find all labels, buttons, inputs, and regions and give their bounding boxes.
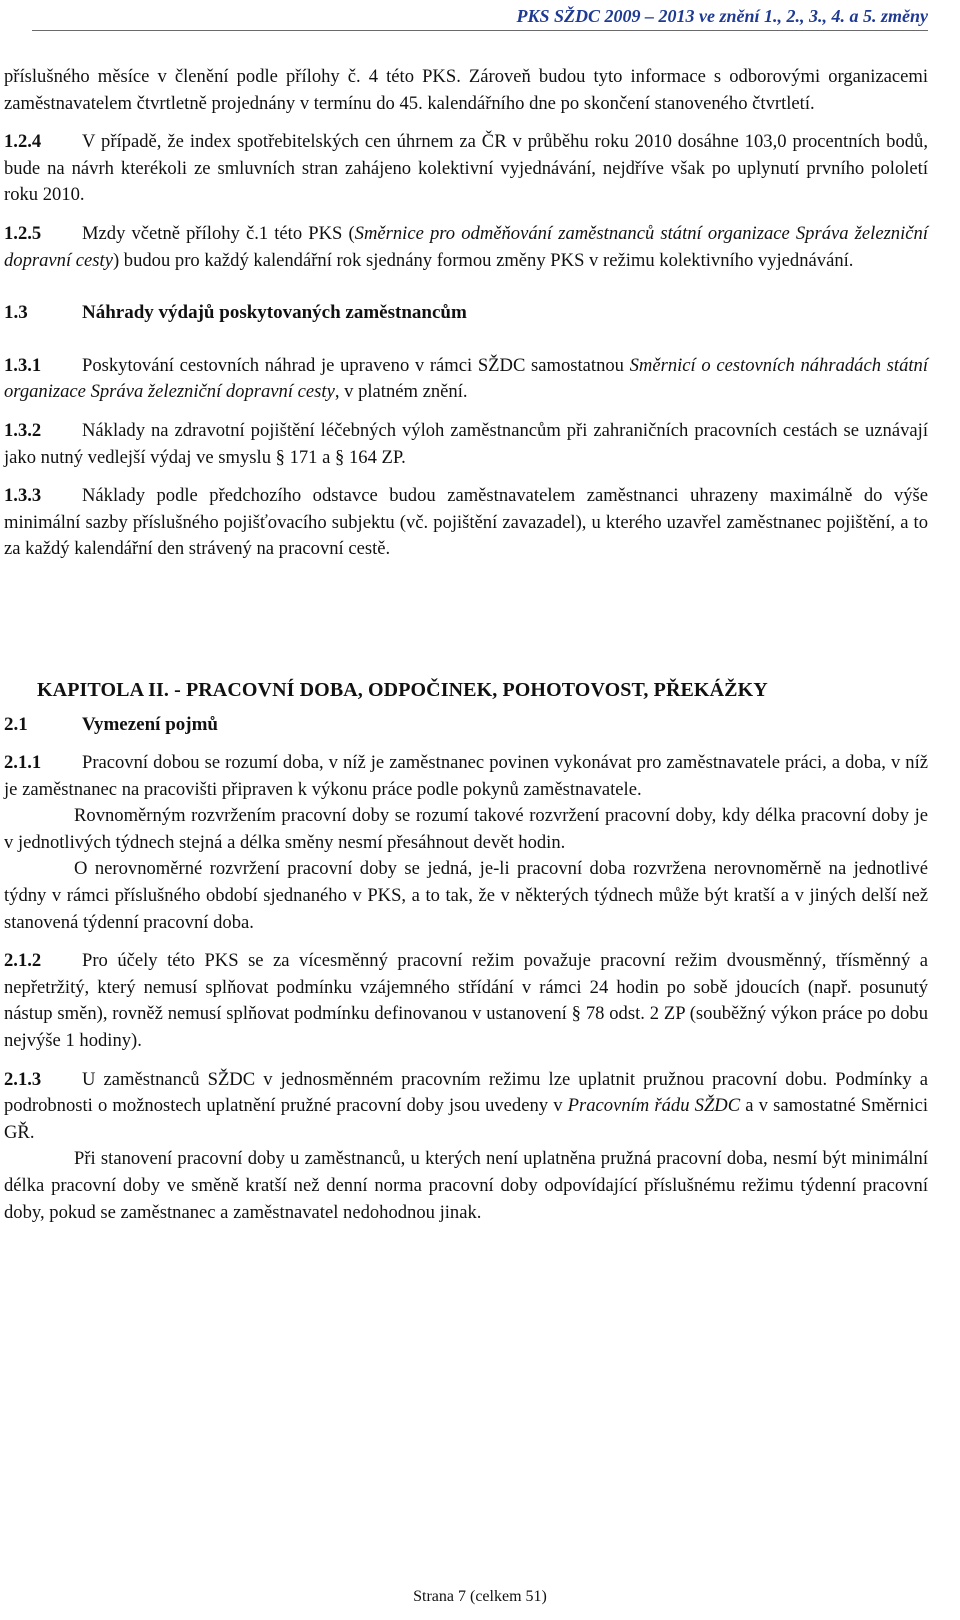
section-heading-1-3 [4,300,928,327]
clause-text: Pracovní dobou se rozumí doba, v níž je zaměstnanec povinen vykonávat pro zaměstnavatele práci, a doba, v níž je zaměstnanec na pracovišti připraven k výkonu práce podle pokynů zaměstnavatele. [4,752,928,800]
paragraph-continuation: příslušného měsíce v členění podle přílohy č. 4 této PKS. Zároveň budou tyto informace s odborovými organizacemi zaměstnavatelem čtvrtletně projednány v termínu do 45. kalendářního dne po skončení stanoveného čtvrtletí. [4,66,928,114]
clause-number: 2.1.2 [4,950,42,972]
clause-text: Poskytování cestovních náhrad je upraveno v rámci SŽDC samostatnou [82,354,630,376]
clause-italic-text: Směrnicí o cestovních náhradách státní organizace Správa železniční dopravní cesty [4,354,928,403]
header-rule [32,30,928,31]
clause-italic-text: Pracovním řádu SŽDC [567,1095,741,1117]
page-number: Strana 7 (celkem 51) [413,1588,547,1605]
clause-number: 2.1.3 [4,1068,42,1090]
clause-text: U zaměstnanců SŽDC v jednosměnném pracovním režimu lze uplatnit pružnou pracovní dobu. Podmínky a podrobnosti o možnostech uplatnění pružné pracovní doby jsou uvedeny v [4,1068,928,1117]
clause-number: 1.3.3 [4,485,42,507]
running-header: PKS SŽDC 2009 – 2013 ve znění 1., 2., 3., 4. a 5. změny [516,6,928,26]
clause-text: ) budou pro každý kalendářní rok sjednány formou změny PKS v režimu kolektivního vyjednávání. [112,249,854,271]
clause-number: 1.3.2 [4,419,42,441]
clause-text: Pro účely této PKS se za vícesměnný pracovní režim považuje pracovní režim dvousměnný, třísměnný a nepřetržitý, který nemusí splňovat podmínku vzájemného střídání v rámci 24 hodin po sobě jdoucích (např. posunutý nástup směn), rovněž nemusí splňovat podmínku definovanou v ustanovení § 78 odst. 2 ZP (souběžný výkon práce po dobu nejvýše 1 hodiny). [4,950,928,1052]
clause-number: 1.2.5 [4,222,42,244]
clause-1-3-1 [4,353,928,406]
clause-text: Náklady na zdravotní pojištění léčebných výloh zaměstnancům při zahraničních pracovních cestách se uznávají jako nutný vedlejší výdaj ve smyslu § 171 a § 164 ZP. [4,419,928,468]
clause-2-1-3 [4,1067,928,1147]
clause-text: Mzdy včetně přílohy č.1 této PKS ( [82,222,355,244]
section-title: Náhrady výdajů poskytovaných zaměstnancům [82,302,467,324]
clause-text: a v samostatné Směrnici GŘ. [4,1095,928,1143]
clause-text: V případě, že index spotřebitelských cen úhrnem za ČR v průběhu roku 2010 dosáhne 103,0 procentních bodů, bude na návrh kterékoli ze smluvních stran zahájeno kolektivní vyjednávání, nejdříve však po uplynutí prvního pololetí roku 2010. [4,131,928,206]
section-number: 2.1 [4,713,28,735]
section-number: 1.3 [4,302,28,324]
section-heading-2-1 [4,712,928,739]
clause-text: Náklady podle předchozího odstavce budou zaměstnavatelem zaměstnanci uhrazeny maximálně do výše minimální sazby příslušného pojišťovacího subjektu (vč. pojištění zavazadel), u kterého uzavřel zaměstnanec pojištění, a to za každý kalendářní den strávený na pracovní cestě. [4,485,928,560]
clause-1-3-3 [4,483,928,563]
clause-1-2-5 [4,221,928,274]
clause-2-1-2 [4,948,928,1054]
clause-2-1-1-paragraph-3: O nerovnoměrné rozvržení pracovní doby se jedná, je-li pracovní doba rozvržena nerovnoměrně na jednotlivé týdny v rámci příslušného období sjednaného v PKS, a to tak, že v některých týdnech může být kratší a v jiných delší než stanovená týdenní pracovní doba. [4,858,928,933]
clause-2-1-1 [4,750,928,803]
document-body [4,64,928,1226]
clause-1-3-2 [4,418,928,471]
clause-2-1-1-paragraph-2: Rovnoměrným rozvržením pracovní doby se rozumí takové rozvržení pracovní doby, kdy délka pracovní doby je v jednotlivých týdnech stejná a délka směny nesmí přesáhnout devět hodin. [4,805,928,853]
clause-text: , v platném znění. [334,381,468,403]
section-title: Vymezení pojmů [82,713,218,735]
clause-number: 1.3.1 [4,354,42,376]
clause-italic-text: Směrnice pro odměňování zaměstnanců státní organizace Správa železniční dopravní cesty [4,222,928,271]
clause-2-1-3-paragraph-2: Při stanovení pracovní doby u zaměstnanců, u kterých není uplatněna pružná pracovní doba, nesmí být minimální délka pracovní doby ve směně kratší než denní norma pracovní doby odpovídající příslušnému režimu týdenní pracovní doby, pokud se zaměstnanec a zaměstnavatel nedohodnou jinak. [4,1148,928,1223]
clause-1-2-4 [4,129,928,209]
clause-number: 2.1.1 [4,752,42,774]
clause-number: 1.2.4 [4,131,42,153]
chapter-heading: KAPITOLA II. - PRACOVNÍ DOBA, ODPOČINEK, POHOTOVOST, PŘEKÁŽKY [37,678,768,701]
